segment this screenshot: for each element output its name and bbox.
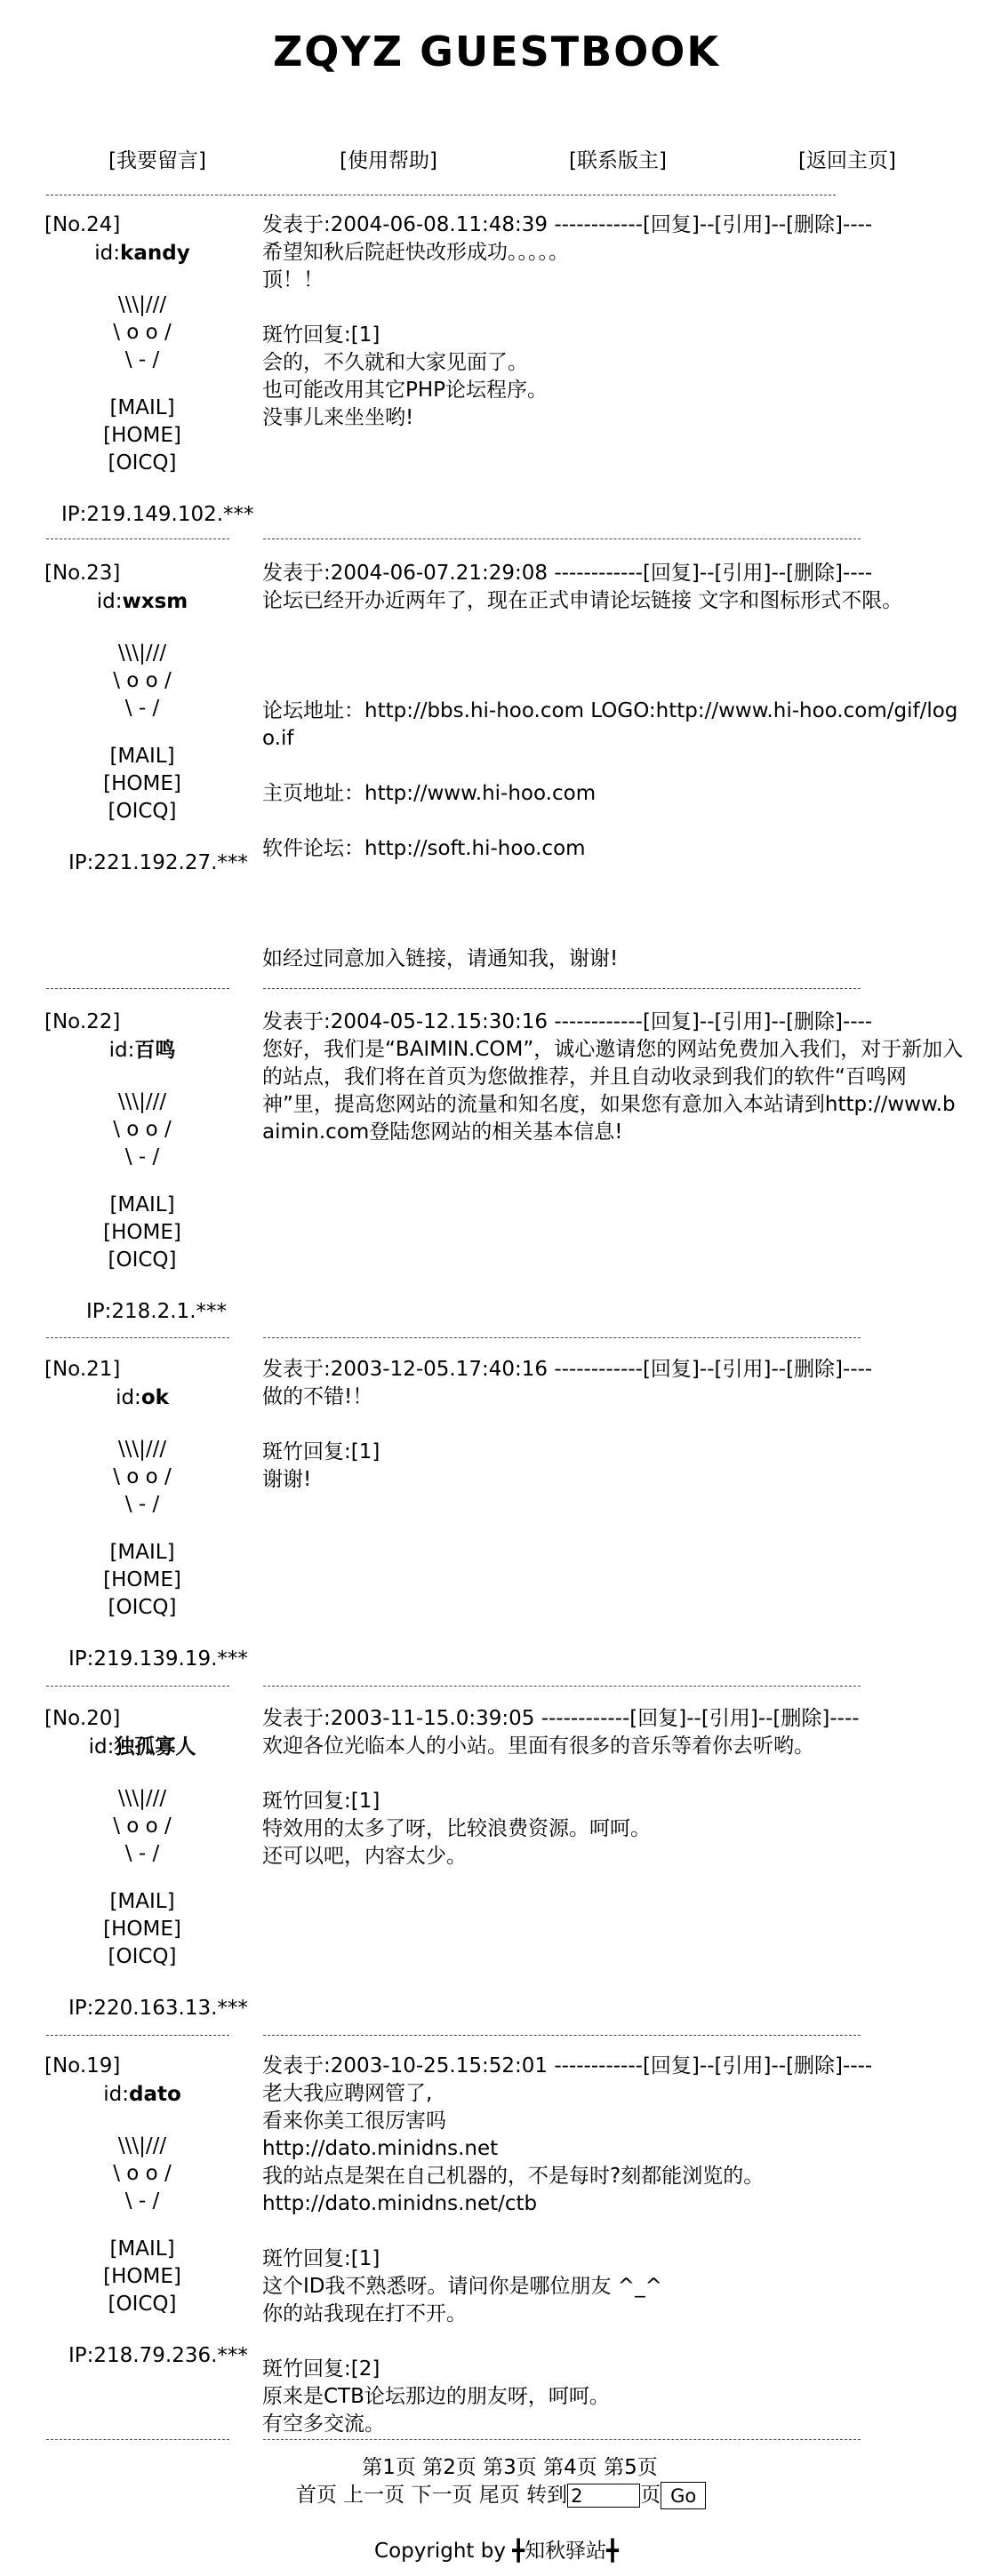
message-line: 希望知秋后院赶快改形成功。。。。。 [262, 241, 569, 264]
goto-suffix: 页 [640, 2484, 661, 2507]
copyright-prefix: Copyright by [374, 2540, 513, 2563]
reply-link[interactable]: [回复] [642, 562, 700, 585]
guestbook-entry: [No.19] id:dato \\\|/// \ o o / \ - / [MAIL] [HOME] [OICQ] IP:218.79.236.*** 发表于:2003-10-25.15:52:01 ------------[回复]--[引用]--[删除]---- 老大我应聘网管了, 看来你美工很厉害吗 http://dato.minidns.net 我的站点是架在自己机器的，不是每时?刻都能浏览的。 http://dato.minidns.net/ctb 斑竹回复:[1] 这个ID我不熟悉呀。请问你是哪位朋友 ^_^ 你的站我现在打不开。 斑竹回复:[2] 原来是CTB论坛那边的朋友呀，呵呵。 有空多交流。 [0, 2053, 993, 2435]
page-link-2[interactable]: 第2页 [422, 2456, 476, 2479]
next-page-link[interactable]: 下一页 [411, 2484, 473, 2507]
message-line: 主页地址：http://www.hi-hoo.com [262, 782, 597, 805]
message-line [262, 808, 965, 835]
entry-divider-right [263, 2035, 861, 2036]
copyright [0, 2538, 993, 2565]
entry-number: [No.23] [44, 562, 121, 585]
smiley-face-art: \\\|/// \ o o / \ - / [113, 293, 172, 371]
entry-header: 发表于:2004-05-12.15:30:16 ------------[回复]--[引用]--[删除]---- [262, 1010, 873, 1033]
message-line: 论坛已经开办近两年了，现在正式申请论坛链接 文字和图标形式不限。 [262, 589, 903, 612]
message-line [262, 890, 965, 918]
nav-help[interactable]: [使用帮助] [340, 149, 437, 172]
entry-divider-left [46, 1337, 229, 1338]
message-line: 做的不错!！ [262, 1385, 373, 1408]
message-line: 斑竹回复:[1] [262, 2247, 380, 2270]
message-line: 斑竹回复:[1] [262, 323, 380, 347]
prev-page-link[interactable]: 上一页 [343, 2484, 405, 2507]
entry-divider-right [263, 1686, 861, 1687]
message-line: http://dato.minidns.net [262, 2137, 499, 2160]
page-nav-row [0, 2482, 993, 2509]
author-id: kandy [120, 242, 190, 265]
ip-address: IP:218.2.1.*** [86, 1300, 228, 1323]
entry-message [262, 211, 965, 432]
author-id: dato [128, 2083, 181, 2106]
message-line: 也可能改用其它PHP论坛程序。 [262, 379, 549, 402]
message-line: 你的站我现在打不开。 [262, 2302, 467, 2325]
message-line: 还可以吧，内容太少。 [262, 1845, 467, 1868]
entry-message [262, 1009, 965, 1146]
page-number-row [0, 2454, 993, 2482]
message-line: 老大我应聘网管了, [262, 2082, 433, 2105]
smiley-face-art: \\\|/// \ o o / \ - / [113, 1090, 172, 1168]
message-line: 没事儿来坐坐哟! [262, 406, 414, 429]
entry-number: [No.24] [44, 213, 121, 236]
quote-link[interactable]: [引用] [701, 1707, 758, 1730]
author-id: 独孤寡人 [114, 1735, 196, 1759]
ip-address: IP:218.79.236.*** [68, 2344, 248, 2367]
nav-contact-admin[interactable]: [联系版主] [569, 149, 667, 172]
mail-link[interactable]: [MAIL] [109, 2237, 175, 2261]
entry-header: 发表于:2004-06-07.21:29:08 ------------[回复]--[引用]--[删除]---- [262, 562, 873, 585]
post-date: 2004-06-07.21:29:08 [330, 562, 549, 585]
entry-message [262, 1356, 965, 1494]
entry-header: 发表于:2004-06-08.11:48:39 ------------[回复]--[引用]--[删除]---- [262, 213, 873, 236]
home-link[interactable]: [HOME] [103, 424, 181, 447]
message-line: http://dato.minidns.net/ctb [262, 2192, 538, 2215]
entry-divider-right [263, 2439, 861, 2440]
entry-divider-left [46, 538, 229, 539]
message-line: 有空多交流。 [262, 2413, 385, 2436]
message-line: 欢迎各位光临本人的小站。里面有很多的音乐等着你去听哟。 [262, 1735, 814, 1758]
message-line [262, 2218, 965, 2245]
entry-divider-right [263, 1337, 861, 1338]
entry-divider-left [46, 988, 229, 989]
message-line: 软件论坛：http://soft.hi-hoo.com [262, 837, 586, 860]
smiley-face-art: \\\|/// \ o o / \ - / [113, 1787, 172, 1865]
post-date: 2004-06-08.11:48:39 [330, 213, 549, 236]
oicq-link[interactable]: [OICQ] [108, 1248, 177, 1272]
entry-message [262, 2053, 965, 2438]
delete-link[interactable]: [删除] [786, 2054, 844, 2078]
page-link-1[interactable]: 第1页 [362, 2456, 416, 2479]
entry-divider-right [263, 988, 861, 989]
ip-address: IP:219.149.102.*** [61, 503, 254, 526]
message-line: 论坛地址：http://bbs.hi-hoo.com LOGO:http://www.hi-hoo.com/gif/logo.if [262, 699, 958, 750]
entry-number: [No.20] [44, 1707, 121, 1730]
reply-link[interactable]: [回复] [629, 1707, 687, 1730]
message-line: 斑竹回复:[1] [262, 1790, 380, 1813]
smiley-face-art: \\\|/// \ o o / \ - / [113, 642, 172, 720]
last-page-link[interactable]: 尾页 [478, 2484, 520, 2507]
smiley-face-art: \\\|/// \ o o / \ - / [113, 1438, 172, 1516]
entry-divider-left [46, 2035, 229, 2036]
post-date: 2003-12-05.17:40:16 [330, 1358, 549, 1381]
mail-link[interactable]: [MAIL] [109, 1541, 175, 1564]
quote-link[interactable]: [引用] [714, 213, 772, 236]
reply-link[interactable]: [回复] [642, 213, 700, 236]
home-link[interactable]: [HOME] [103, 1918, 181, 1941]
guestbook-entry: [No.23] id:wxsm \\\|/// \ o o / \ - / [MAIL] [HOME] [OICQ] IP:221.192.27.*** 发表于:2004-06-07.21:29:08 ------------[回复]--[引用]--[删除]---- 论坛已经开办近两年了，现在正式申请论坛链接 文字和图标形式不限。 论坛地址：http://bbs.hi-hoo.com LOGO:http://www.hi-hoo.com/gif/logo.if 主页地址：http://www.hi-hoo.com 软件论坛：http://soft.hi-hoo.com 如经过同意加入链接，请通知我，谢谢! [0, 560, 993, 969]
entry-header: 发表于:2003-12-05.17:40:16 ------------[回复]--[引用]--[删除]---- [262, 1358, 873, 1381]
mail-link[interactable]: [MAIL] [109, 1890, 175, 1913]
message-line [262, 294, 965, 322]
goto-label: 转到 [526, 2484, 568, 2507]
oicq-link[interactable]: [OICQ] [108, 1945, 177, 1968]
page-link-3[interactable]: 第3页 [483, 2456, 537, 2479]
message-line: 会的，不久就和大家见面了。 [262, 351, 528, 374]
entry-message [262, 560, 965, 973]
message-line: 顶！！ [262, 268, 324, 291]
guestbook-entry: [No.24] id:kandy \\\|/// \ o o / \ - / [MAIL] [HOME] [OICQ] IP:219.149.102.*** 发表于:2004-06-08.11:48:39 ------------[回复]--[引用]--[删除]---- 希望知秋后院赶快改形成功。。。。。 顶！！ 斑竹回复:[1] 会的，不久就和大家见面了。 也可能改用其它PHP论坛程序。 没事儿来坐坐哟! [0, 211, 993, 531]
home-link[interactable]: [HOME] [103, 1568, 181, 1591]
oicq-link[interactable]: [OICQ] [108, 2293, 177, 2316]
guestbook-entry: [No.22] id:百鸣 \\\|/// \ o o / \ - / [MAIL] [HOME] [OICQ] IP:218.2.1.*** 发表于:2004-05-12.15:30:16 ------------[回复]--[引用]--[删除]---- 您好，我们是“BAIMIN.COM”，诚心邀请您的网站免费加入我们，对于新加入的站点，我们将在首页为您做推荐，并且自动收录到我们的软件“百鸣网神”里，提高您网站的流量和知名度，如果您有意加入本站请到http://www.baimin.com登陆您网站的相关基本信息! [0, 1009, 993, 1328]
message-line: 您好，我们是“BAIMIN.COM”，诚心邀请您的网站免费加入我们，对于新加入的站点，我们将在首页为您做推荐，并且自动收录到我们的软件“百鸣网神”里，提高您网站的流量和知名度，如果您有意加入本站请到http://www.baimin.com登陆您网站的相关基本信息! [262, 1038, 964, 1144]
oicq-link[interactable]: [OICQ] [108, 1596, 177, 1619]
oicq-link[interactable]: [OICQ] [108, 800, 177, 823]
delete-link[interactable]: [删除] [786, 1358, 844, 1381]
message-line: 斑竹回复:[2] [262, 2357, 380, 2381]
post-date: 2004-05-12.15:30:16 [330, 1010, 549, 1033]
message-line: 这个ID我不熟悉呀。请问你是哪位朋友 ^_^ [262, 2275, 662, 2298]
message-line: 原来是CTB论坛那边的朋友呀，呵呵。 [262, 2385, 610, 2408]
quote-link[interactable]: [引用] [714, 1010, 772, 1033]
mail-link[interactable]: [MAIL] [109, 745, 175, 768]
message-line: 特效用的太多了呀，比较浪费资源。呵呵。 [262, 1817, 651, 1840]
entry-divider-right [263, 538, 861, 539]
message-line [262, 918, 965, 945]
page-link-5[interactable]: 第5页 [604, 2456, 658, 2479]
ip-address: IP:221.192.27.*** [68, 851, 248, 874]
home-link[interactable]: [HOME] [103, 2265, 181, 2288]
message-line [262, 2328, 965, 2356]
reply-link[interactable]: [回复] [642, 2054, 700, 2078]
reply-link[interactable]: [回复] [642, 1358, 700, 1381]
author-id: 百鸣 [134, 1039, 176, 1062]
brand-link[interactable]: ╋知秋驿站╋ [512, 2540, 619, 2563]
quote-link[interactable]: [引用] [714, 1358, 772, 1381]
delete-link[interactable]: [删除] [786, 213, 844, 236]
entry-divider-left [46, 2439, 229, 2440]
message-line: 我的站点是架在自己机器的，不是每时?刻都能浏览的。 [262, 2165, 765, 2188]
entry-divider-left [46, 1686, 229, 1687]
delete-link[interactable]: [删除] [773, 1707, 830, 1730]
message-line [262, 670, 965, 698]
message-line [262, 1411, 965, 1439]
first-page-link[interactable]: 首页 [295, 2484, 337, 2507]
smiley-face-art: \\\|/// \ o o / \ - / [113, 2134, 172, 2213]
quote-link[interactable]: [引用] [714, 562, 772, 585]
message-line [262, 642, 965, 670]
goto-page-input[interactable] [567, 2484, 640, 2508]
quote-link[interactable]: [引用] [714, 2054, 772, 2078]
entry-number: [No.19] [44, 2054, 121, 2078]
go-button[interactable]: Go [661, 2482, 706, 2509]
ip-address: IP:220.163.13.*** [68, 1997, 248, 2020]
reply-link[interactable]: [回复] [642, 1010, 700, 1033]
entry-header: 发表于:2003-11-15.0:39:05 ------------[回复]--[引用]--[删除]---- [262, 1707, 860, 1730]
top-nav [0, 148, 993, 176]
entry-message [262, 1705, 965, 1870]
post-date: 2003-10-25.15:52:01 [330, 2054, 549, 2078]
message-line: 如经过同意加入链接，请通知我，谢谢! [262, 947, 619, 970]
entry-header: 发表于:2003-10-25.15:52:01 ------------[回复]--[引用]--[删除]---- [262, 2054, 873, 2078]
oicq-link[interactable]: [OICQ] [108, 451, 177, 475]
message-line: 斑竹回复:[1] [262, 1440, 380, 1463]
author-id: ok [140, 1386, 169, 1409]
nav-leave-message[interactable]: [我要留言] [108, 149, 206, 172]
message-line: 看来你美工很厉害吗 [262, 2109, 446, 2133]
entry-number: [No.21] [44, 1358, 121, 1381]
guestbook-entry: [No.20] id:独孤寡人 \\\|/// \ o o / \ - / [MAIL] [HOME] [OICQ] IP:220.163.13.*** 发表于:2003-11-15.0:39:05 ------------[回复]--[引用]--[删除]---- 欢迎各位光临本人的小站。里面有很多的音乐等着你去听哟。 斑竹回复:[1] 特效用的太多了呀，比较浪费资源。呵呵。 还可以吧，内容太少。 [0, 1705, 993, 2025]
page-title: ZQYZ GUESTBOOK [272, 28, 721, 76]
message-line: 谢谢! [262, 1468, 312, 1491]
delete-link[interactable]: [删除] [786, 562, 844, 585]
nav-back-home[interactable]: [返回主页] [798, 149, 896, 172]
page-link-4[interactable]: 第4页 [543, 2456, 597, 2479]
delete-link[interactable]: [删除] [786, 1010, 844, 1033]
home-link[interactable]: [HOME] [103, 1221, 181, 1244]
mail-link[interactable]: [MAIL] [109, 396, 175, 419]
post-date: 2003-11-15.0:39:05 [330, 1707, 535, 1730]
mail-link[interactable]: [MAIL] [109, 1193, 175, 1216]
message-line [262, 753, 965, 780]
guestbook-entry: [No.21] id:ok \\\|/// \ o o / \ - / [MAIL] [HOME] [OICQ] IP:219.139.19.*** 发表于:2003-12-05.17:40:16 ------------[回复]--[引用]--[删除]---- 做的不错!！ 斑竹回复:[1] 谢谢! [0, 1356, 993, 1676]
message-line [262, 1760, 965, 1788]
author-id: wxsm [122, 590, 188, 613]
message-line [262, 615, 965, 642]
ip-address: IP:219.139.19.*** [68, 1647, 248, 1671]
home-link[interactable]: [HOME] [103, 772, 181, 795]
pagination [0, 2454, 993, 2509]
message-line [262, 863, 965, 890]
entry-number: [No.22] [44, 1010, 121, 1033]
